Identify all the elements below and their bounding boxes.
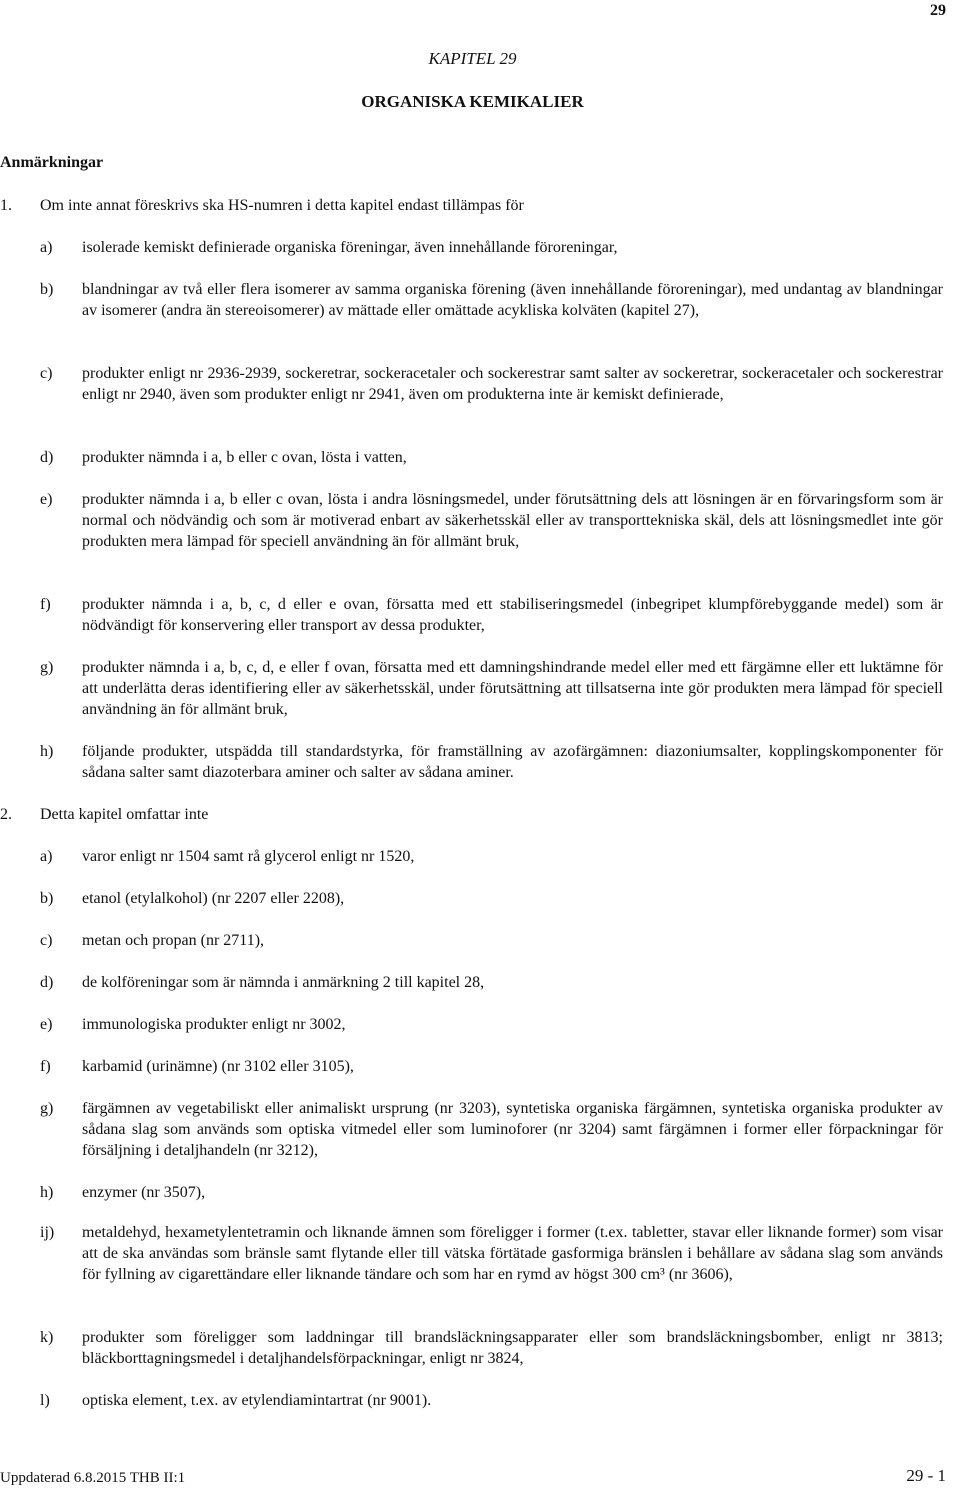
notes-heading: Anmärkningar [0,154,104,171]
list-item [0,741,943,783]
footer-page-number: 29 - 1 [906,1466,946,1485]
list-item [0,1327,943,1369]
note-intro-text: Om inte annat föreskrivs ska HS-numren i detta kapitel endast tillämpas för [40,197,524,214]
list-item [0,657,943,720]
list-item [0,1390,943,1411]
item-text: produkter nämnda i a, b, c, d, e eller f ovan, försatta med ett damningshindrande medel eller med ett färgämne eller ett luktämne för att underlätta deras identifiering eller av säkerhetsskäl, under förutsättning att tillsatserna inte gör produkten mera lämpad för speciell användning än för allmänt bruk, [82,659,943,718]
item-text: optiska element, t.ex. av etylendiamintartrat (nr 9001). [82,1392,432,1409]
note-intro-text: Detta kapitel omfattar inte [40,806,209,823]
list-item [0,1182,943,1203]
item-text: de kolföreningar som är nämnda i anmärkning 2 till kapitel 28, [82,974,485,991]
list-item [0,972,943,993]
item-text: produkter nämnda i a, b eller c ovan, lösta i vatten, [82,449,407,466]
item-text: produkter nämnda i a, b, c, d eller e ovan, försatta med ett stabiliseringsmedel (inbegripet klumpförebyggande medel) som är nödvändigt för konservering eller transport av dessa produkter, [82,596,943,634]
list-item [0,363,943,405]
list-item [0,1014,943,1035]
list-item [0,594,943,636]
item-label: e) [40,491,53,508]
footer-updated: Uppdaterad 6.8.2015 THB II:1 [0,1470,186,1486]
item-text: produkter enligt nr 2936-2939, sockeretrar, sockeracetaler och sockerestrar samt salter av sockeretrar, sockeracetaler och sockerestrar enligt nr 2940, även som produkter enligt nr 2941, även om produkterna inte är kemiskt definierade, [82,365,943,403]
list-item [0,237,943,258]
note-number: 1. [0,197,12,214]
item-label: f) [40,596,51,613]
item-label: h) [40,743,54,760]
list-item [0,888,943,909]
item-text: varor enligt nr 1504 samt rå glycerol enligt nr 1520, [82,848,415,865]
item-label: c) [40,932,53,949]
item-text: enzymer (nr 3507), [82,1184,206,1201]
list-item [0,846,943,867]
list-item [0,930,943,951]
item-label: a) [40,848,53,865]
item-text: följande produkter, utspädda till standardstyrka, för framställning av azofärgämnen: diazoniumsalter, kopplingskomponenter för sådana salter samt diazoterbara aminer och salter av sådana aminer. [82,743,943,781]
item-text: produkter som föreligger som laddningar till brandsläckningsapparater eller som brandsläckningsbomber, enligt nr 3813; bläckborttagningsmedel i detaljhandelsförpackningar, enligt nr 3824, [82,1329,943,1367]
item-label: b) [40,890,54,907]
item-label: c) [40,365,53,382]
item-text: etanol (etylalkohol) (nr 2207 eller 2208), [82,890,345,907]
item-text: immunologiska produkter enligt nr 3002, [82,1016,346,1033]
item-label: e) [40,1016,53,1033]
item-label: b) [40,281,54,298]
item-label: l) [40,1392,50,1409]
list-item [0,489,943,552]
item-text: färgämnen av vegetabiliskt eller animaliskt ursprung (nr 3203), syntetiska organiska färgämnen, syntetiska organiska produkter av sådana slag som används som optiska vitmedel eller som luminoforer (nr 3204) samt färgämnen i former eller förpackningar för försäljning i detaljhandeln (nr 3212), [82,1100,943,1159]
item-label: h) [40,1184,54,1201]
list-item [0,447,943,468]
item-text: metaldehyd, hexametylentetramin och liknande ämnen som föreligger i former (t.ex. tabletter, stavar eller liknande former) som visar att de ska användas som bränsle samt flytande eller till vätska förtätade gasformiga bränslen i behållare av sådana slag som används för fyllning av cigarettändare eller liknande tändare och som har en rymd av högst 300 cm³ (nr 3606), [82,1224,943,1283]
item-label: d) [40,449,54,466]
item-label: g) [40,1100,54,1117]
item-label: g) [40,659,54,676]
item-text: karbamid (urinämne) (nr 3102 eller 3105), [82,1058,354,1075]
list-item [0,1222,943,1285]
page-number-top: 29 [930,2,946,19]
item-text: metan och propan (nr 2711), [82,932,265,949]
item-text: produkter nämnda i a, b eller c ovan, lösta i andra lösningsmedel, under förutsättning dels att lösningen är en förvaringsform som är normal och nödvändig och som är motiverad enbart av säkerhetsskäl eller av transporttekniska skäl, dels att lösningsmedlet inte gör produkten mera lämpad för speciell användning än för allmänt bruk, [82,491,943,550]
item-text: isolerade kemiskt definierade organiska föreningar, även innehållande föroreningar, [82,239,618,256]
note-number: 2. [0,806,12,823]
list-item [0,1056,943,1077]
item-label: a) [40,239,53,256]
chapter-heading: KAPITEL 29 [428,49,517,68]
item-label: ij) [40,1224,55,1241]
list-item [0,279,943,321]
item-label: d) [40,974,54,991]
chapter-title: ORGANISKA KEMIKALIER [361,92,584,111]
item-label: k) [40,1329,54,1346]
item-label: f) [40,1058,51,1075]
list-item [0,1098,943,1161]
item-text: blandningar av två eller flera isomerer av samma organiska förening (även innehållande föroreningar), med undantag av blandningar av isomerer (andra än stereoisomerer) av mättade eller omättade acykliska kolväten (kapitel 27), [82,281,943,319]
